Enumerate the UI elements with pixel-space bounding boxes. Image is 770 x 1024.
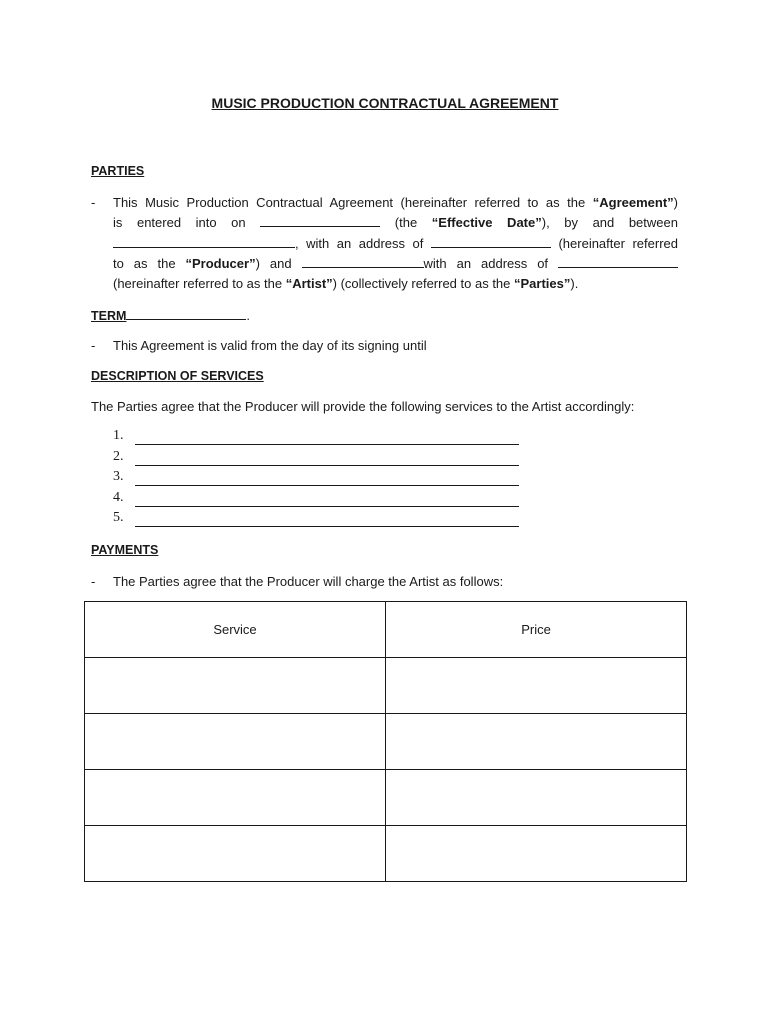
effective-date-term: “Effective Date” [431, 215, 542, 231]
service-blank[interactable] [135, 506, 519, 507]
payments-heading: PAYMENTS [91, 543, 159, 557]
parties-line-3 [113, 234, 678, 254]
item-number: 2. [113, 448, 124, 464]
parties-line-1 [113, 193, 678, 213]
term-text: This Agreement is valid from the day of its signing until [113, 338, 427, 353]
payments-text: The Parties agree that the Producer will charge the Artist as follows: [113, 574, 504, 589]
text: , with an address of [295, 235, 431, 251]
term-dash: - [91, 338, 96, 353]
producer-term: “Producer” [185, 255, 256, 271]
artist-term: “Artist” [285, 276, 333, 292]
table-header-row [85, 602, 687, 658]
text: This Music Production Contractual Agreement (hereinafter referred to as the [113, 195, 593, 210]
artist-address-blank[interactable] [558, 255, 678, 268]
text: (the [380, 215, 432, 231]
table-row [85, 714, 687, 770]
service-blank[interactable] [135, 526, 519, 527]
service-blank[interactable] [135, 444, 519, 445]
parties-line-2 [113, 213, 678, 233]
services-intro: The Parties agree that the Producer will provide the following services to the Artist accordingly: [91, 399, 635, 414]
table-row [85, 770, 687, 826]
payments-dash: - [91, 574, 96, 589]
service-cell[interactable] [85, 658, 386, 714]
agreement-term: “Agreement” [592, 195, 674, 210]
text: to as the [113, 255, 186, 271]
text: ) [673, 195, 678, 210]
price-cell[interactable] [386, 714, 687, 770]
service-column-header: Service [85, 602, 386, 658]
term-blank[interactable] [126, 307, 246, 320]
price-column-header: Price [386, 602, 687, 658]
text: (hereinafter referred to as the [113, 276, 286, 292]
parties-heading: PARTIES [91, 164, 145, 178]
term-heading-row [91, 307, 250, 323]
item-number: 3. [113, 469, 124, 484]
effective-date-blank[interactable] [260, 214, 380, 227]
services-heading: DESCRIPTION OF SERVICES [91, 369, 264, 383]
producer-address-blank[interactable] [431, 235, 551, 248]
service-blank[interactable] [135, 465, 519, 466]
item-number: 5. [113, 510, 124, 525]
term-suffix: . [246, 308, 251, 323]
item-number: 4. [113, 489, 124, 505]
service-cell[interactable] [85, 714, 386, 770]
price-cell[interactable] [386, 826, 687, 882]
text: with an address of [423, 255, 558, 271]
price-cell[interactable] [386, 658, 687, 714]
service-cell[interactable] [85, 826, 386, 882]
parties-paragraph [113, 193, 678, 294]
parties-dash: - [91, 195, 96, 210]
text: ) and [255, 255, 302, 271]
term-heading: TERM [91, 309, 127, 323]
text: (hereinafter referred [550, 235, 678, 251]
payments-table [84, 601, 687, 882]
text: ), by and between [541, 215, 678, 231]
price-cell[interactable] [386, 770, 687, 826]
text: ). [570, 276, 579, 292]
parties-line-4 [113, 254, 678, 274]
page-title: MUSIC PRODUCTION CONTRACTUAL AGREEMENT [211, 95, 559, 111]
text: is entered into on [113, 215, 261, 231]
text: ) (collectively referred to as the [332, 276, 515, 292]
table-row [85, 826, 687, 882]
parties-line-5 [113, 274, 678, 294]
artist-name-blank[interactable] [302, 255, 424, 268]
table-row [85, 658, 687, 714]
producer-name-blank[interactable] [113, 235, 295, 248]
item-number: 1. [113, 428, 124, 443]
service-cell[interactable] [85, 770, 386, 826]
parties-term: “Parties” [514, 276, 571, 292]
service-blank[interactable] [135, 485, 519, 486]
